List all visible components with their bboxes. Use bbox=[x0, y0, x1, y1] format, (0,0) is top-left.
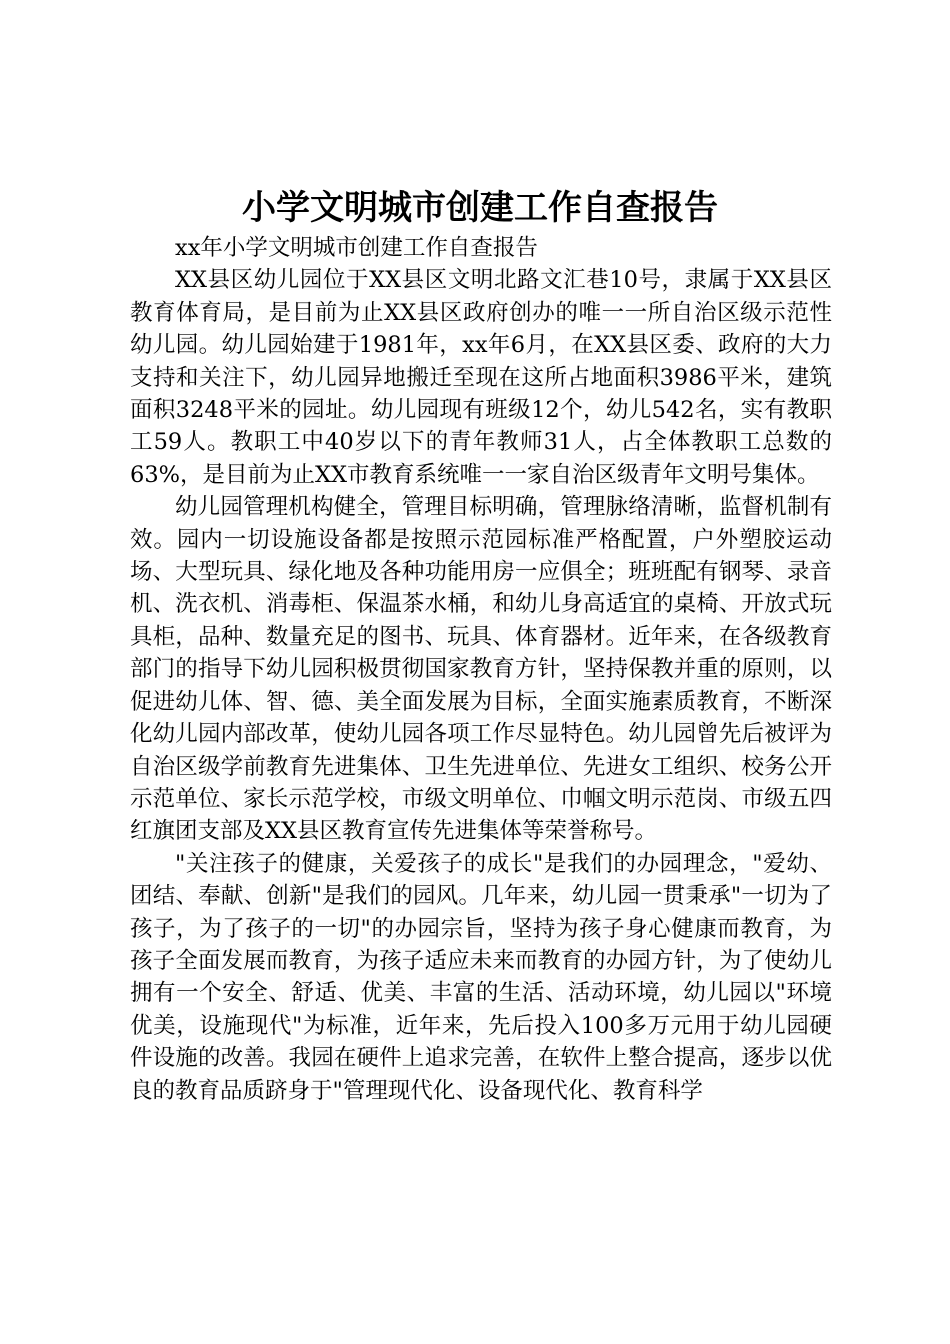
paragraph-intro: XX县区幼儿园位于XX县区文明北路文汇巷10号，隶属于XX县区教育体育局，是目前为止XX县区政府创办的唯一一所自治区级示范性幼儿园。幼儿园始建于1981年，xx年6月，在XX县区委、政府的大力支持和关注下，幼儿园异地搬迁至现在这所占地面积3986平米，建筑面积3248平米的园址。幼儿园现有班级12个，幼儿542名，实有教职工59人。教职工中40岁以下的青年教师31人，占全体教职工总数的63%，是目前为止XX市教育系统唯一一家自治区级青年文明号集体。 bbox=[130, 267, 832, 488]
document-title: 小学文明城市创建工作自查报告 bbox=[242, 188, 718, 228]
document-body bbox=[130, 232, 832, 1107]
paragraph-subtitle: xx年小学文明城市创建工作自查报告 bbox=[175, 235, 538, 261]
paragraph-philosophy: "关注孩子的健康，关爱孩子的成长"是我们的办园理念，"爱幼、团结、奉献、创新"是我们的园风。几年来，幼儿园一贯秉承"一切为了孩子，为了孩子的一切"的办园宗旨，坚持为孩子身心健康而教育，为孩子全面发展而教育，为孩子适应未来而教育的办园方针，为了使幼儿拥有一个安全、舒适、优美、丰富的生活、活动环境，幼儿园以"环境优美，设施现代"为标准，近年来，先后投入100多万元用于幼儿园硬件设施的改善。我园在硬件上追求完善，在软件上整合提高，逐步以优良的教育品质跻身于"管理现代化、设备现代化、教育科学 bbox=[130, 850, 832, 1104]
paragraph-management: 幼儿园管理机构健全，管理目标明确，管理脉络清晰，监督机制有效。园内一切设施设备都是按照示范园标准严格配置，户外塑胶运动场、大型玩具、绿化地及各种功能用房一应俱全；班班配有钢琴、录音机、洗衣机、消毒柜、保温茶水桶，和幼儿身高适宜的桌椅、开放式玩具柜，品种、数量充足的图书、玩具、体育器材。近年来，在各级教育部门的指导下幼儿园积极贯彻国家教育方针，坚持保教并重的原则，以促进幼儿体、智、德、美全面发展为目标，全面实施素质教育，不断深化幼儿园内部改革，使幼儿园各项工作尽显特色。幼儿园曾先后被评为自治区级学前教育先进集体、卫生先进单位、先进女工组织、校务公开示范单位、家长示范学校，市级文明单位、巾帼文明示范岗、市级五四红旗团支部及XX县区教育宣传先进集体等荣誉称号。 bbox=[130, 494, 832, 845]
